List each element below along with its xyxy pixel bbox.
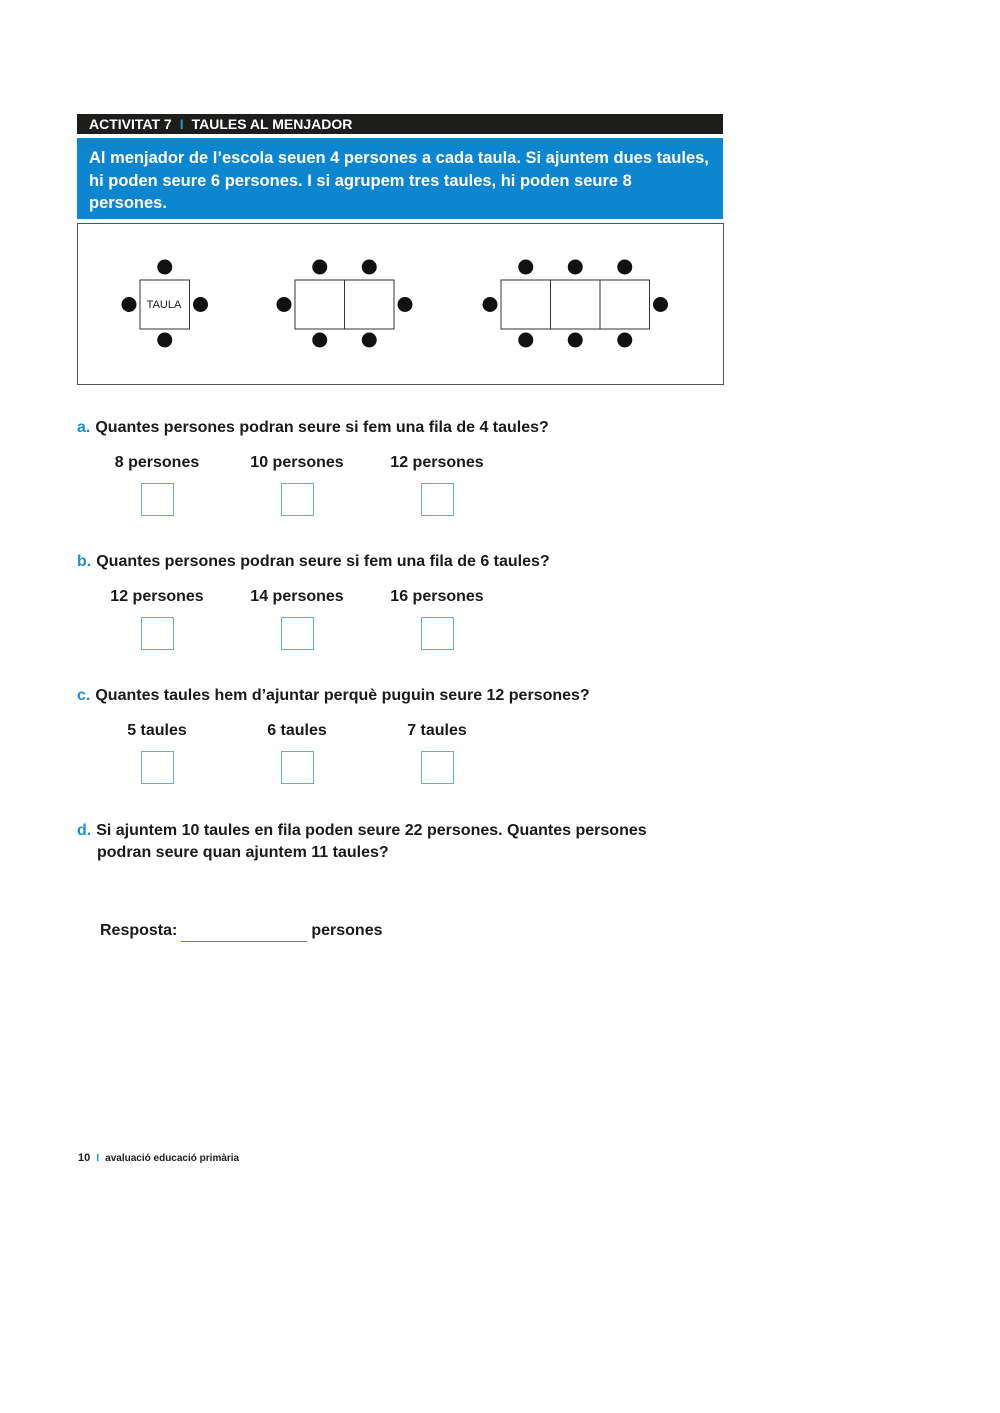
option-a-1-label: 8 persones: [114, 454, 200, 471]
answer-unit: persones: [311, 922, 383, 939]
person-dot: [518, 333, 533, 348]
person-dot: [568, 333, 583, 348]
question-a: [77, 417, 717, 439]
answer-row: [100, 920, 383, 942]
activity-title: TAULES AL MENJADOR: [191, 116, 353, 132]
option-c-3-label: 7 taules: [407, 722, 467, 739]
question-c: [77, 685, 717, 707]
option-a-3-label: 12 persones: [390, 454, 484, 471]
footer-separator: I: [96, 1152, 100, 1164]
option-c-1-label: 5 taules: [127, 722, 187, 739]
question-d: [77, 820, 697, 864]
person-dot: [157, 260, 172, 275]
activity-number: ACTIVITAT 7: [89, 116, 172, 132]
person-dot: [193, 297, 208, 312]
option-c-3-checkbox[interactable]: [421, 751, 454, 784]
table-rect: [501, 280, 551, 329]
book-title: avaluació educació primària: [105, 1153, 240, 1164]
question-letter: b.: [77, 553, 92, 570]
table-rect: [295, 280, 345, 329]
option-b-3-label: 16 persones: [390, 588, 484, 605]
table-rect: [345, 280, 395, 329]
person-dot: [617, 333, 632, 348]
table-rect: [551, 280, 601, 329]
person-dot: [617, 260, 632, 275]
option-a-1-checkbox[interactable]: [141, 483, 174, 516]
person-dot: [483, 297, 498, 312]
person-dot: [277, 297, 292, 312]
option-c-2-checkbox[interactable]: [281, 751, 314, 784]
table-rect: [600, 280, 650, 329]
question-letter: a.: [77, 419, 91, 436]
answer-input[interactable]: [181, 923, 307, 942]
intro-statement: Al menjador de l’escola seuen 4 persones a cada taula. Si ajuntem dues taules, hi poden seure 6 persones. I si agrupem tres taules, hi poden seure 8 persones.: [77, 138, 723, 219]
option-c-1-checkbox[interactable]: [141, 751, 174, 784]
person-dot: [122, 297, 137, 312]
question-letter: d.: [77, 822, 92, 839]
question-b: [77, 551, 717, 573]
tables-diagram-svg: [78, 224, 723, 384]
option-a-2-label: 10 persones: [250, 454, 344, 471]
page-footer: [78, 1151, 239, 1166]
table-label: TAULA: [146, 299, 182, 311]
activity-header: [77, 114, 723, 134]
tables-diagram: [77, 223, 724, 385]
question-text: Quantes persones podran seure si fem una fila de 4 taules?: [95, 419, 549, 436]
option-b-3-checkbox[interactable]: [421, 617, 454, 650]
answer-label: Resposta:: [100, 922, 178, 939]
person-dot: [518, 260, 533, 275]
page-number: 10: [78, 1152, 91, 1164]
person-dot: [157, 333, 172, 348]
person-dot: [568, 260, 583, 275]
person-dot: [362, 333, 377, 348]
option-a-3-checkbox[interactable]: [421, 483, 454, 516]
person-dot: [653, 297, 668, 312]
question-text: Si ajuntem 10 taules en fila poden seure 22 persones. Quantes persones podran seure quan ajuntem 11 taules?: [96, 822, 647, 861]
option-b-2-label: 14 persones: [250, 588, 344, 605]
option-b-2-checkbox[interactable]: [281, 617, 314, 650]
question-text: Quantes persones podran seure si fem una fila de 6 taules?: [96, 553, 550, 570]
person-dot: [398, 297, 413, 312]
person-dot: [312, 333, 327, 348]
question-text: Quantes taules hem d’ajuntar perquè puguin seure 12 persones?: [95, 687, 590, 704]
header-separator: I: [179, 116, 184, 132]
option-b-1-label: 12 persones: [110, 588, 204, 605]
question-letter: c.: [77, 687, 91, 704]
option-b-1-checkbox[interactable]: [141, 617, 174, 650]
person-dot: [312, 260, 327, 275]
option-a-2-checkbox[interactable]: [281, 483, 314, 516]
option-c-2-label: 6 taules: [267, 722, 327, 739]
person-dot: [362, 260, 377, 275]
